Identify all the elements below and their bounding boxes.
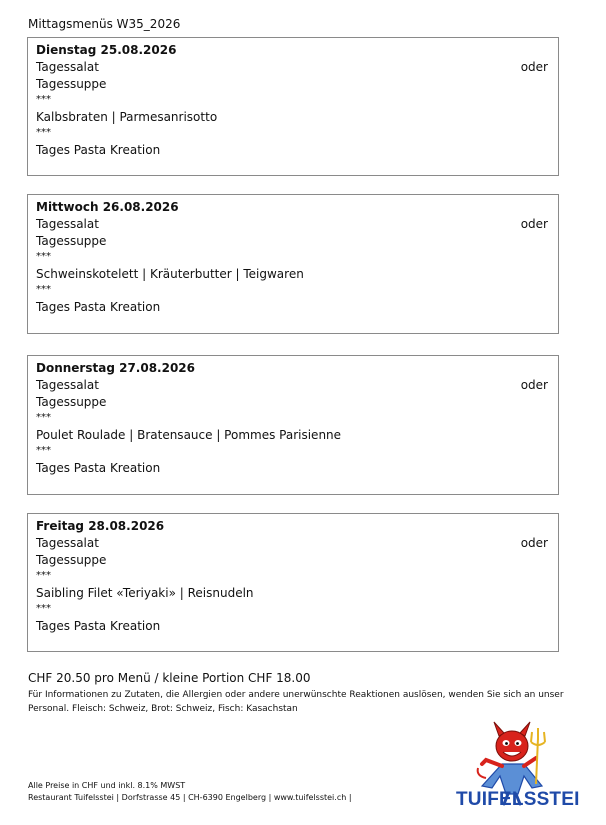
menu-soup: Tagessuppe xyxy=(36,395,107,409)
menu-separator: *** xyxy=(36,251,51,262)
menu-separator: *** xyxy=(36,603,51,614)
menu-pasta: Tages Pasta Kreation xyxy=(36,143,161,157)
menu-main-dish: Poulet Roulade | Bratensauce | Pommes Parisienne xyxy=(36,428,342,442)
menu-or-label: oder xyxy=(520,217,548,231)
menu-soup: Tagessuppe xyxy=(36,553,107,567)
menu-pasta: Tages Pasta Kreation xyxy=(36,461,161,475)
menu-or-label: oder xyxy=(520,536,548,550)
menu-separator: *** xyxy=(36,412,51,423)
footer-address: Restaurant Tuifelsstei | Dorfstrasse 45 | CH-6390 Engelberg | www.tuifelsstei.ch | xyxy=(28,793,352,802)
menu-separator: *** xyxy=(36,127,51,138)
menu-separator: *** xyxy=(36,445,51,456)
menu-salad: Tagessalat xyxy=(36,378,99,392)
menu-pasta: Tages Pasta Kreation xyxy=(36,619,161,633)
menu-separator: *** xyxy=(36,284,51,295)
menu-main-dish: Schweinskotelett | Kräuterbutter | Teigwaren xyxy=(36,267,304,281)
price-info: CHF 20.50 pro Menü / kleine Portion CHF 18.00 xyxy=(28,671,311,685)
menu-salad: Tagessalat xyxy=(36,217,99,231)
menu-soup: Tagessuppe xyxy=(36,77,107,91)
menu-main-dish: Saibling Filet «Teriyaki» | Reisnudeln xyxy=(36,586,254,600)
menu-separator: *** xyxy=(36,94,51,105)
footer-price-note: Alle Preise in CHF und inkl. 8.1% MWST xyxy=(28,781,186,790)
menu-or-label: oder xyxy=(520,60,548,74)
menu-day-thursday xyxy=(27,355,559,495)
allergen-info-line: Für Informationen zu Zutaten, die Allergien oder andere unerwünschte Reaktionen auslösen, wenden Sie sich an unser xyxy=(28,690,564,700)
menu-day-friday xyxy=(27,513,559,652)
menu-or-label: oder xyxy=(520,378,548,392)
menu-salad: Tagessalat xyxy=(36,536,99,550)
day-heading: Donnerstag 27.08.2026 xyxy=(36,361,196,375)
origin-info-line: Personal. Fleisch: Schweiz, Brot: Schweiz, Fisch: Kasachstan xyxy=(28,704,298,714)
menu-pasta: Tages Pasta Kreation xyxy=(36,300,161,314)
page-title: Mittagsmenüs W35_2026 xyxy=(28,17,181,31)
allergen-info xyxy=(28,688,568,716)
day-heading: Freitag 28.08.2026 xyxy=(36,519,165,533)
day-heading: Mittwoch 26.08.2026 xyxy=(36,200,179,214)
brand-logo-text: TUIFELSSTEI xyxy=(456,789,580,810)
menu-main-dish: Kalbsbraten | Parmesanrisotto xyxy=(36,110,218,124)
menu-separator: *** xyxy=(36,570,51,581)
menu-salad: Tagessalat xyxy=(36,60,99,74)
day-heading: Dienstag 25.08.2026 xyxy=(36,43,177,57)
menu-day-wednesday xyxy=(27,194,559,334)
menu-soup: Tagessuppe xyxy=(36,234,107,248)
menu-day-tuesday xyxy=(27,37,559,176)
